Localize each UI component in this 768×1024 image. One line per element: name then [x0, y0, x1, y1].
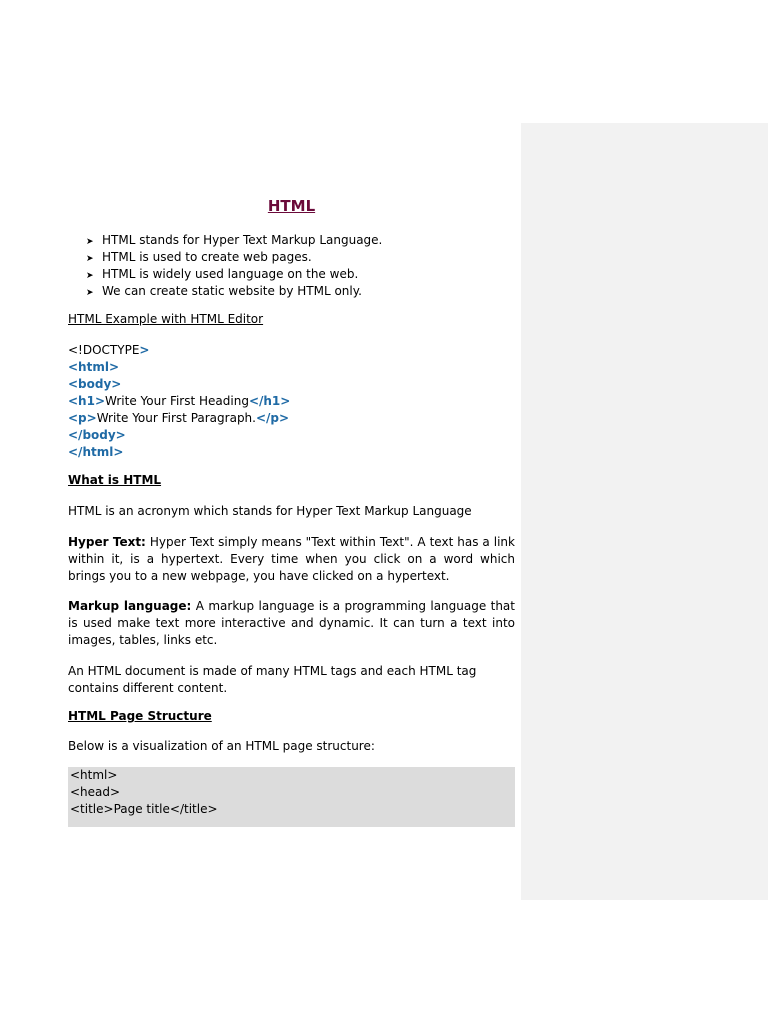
arrow-bullet-icon: ➤: [86, 237, 94, 247]
list-item: ➤ We can create static website by HTML only.: [86, 283, 382, 300]
code-line-html-close: </html>: [68, 445, 124, 459]
arrow-bullet-icon: ➤: [86, 271, 94, 281]
bullet-list: [86, 232, 382, 300]
code-line-html-open: <html>: [68, 360, 120, 374]
structure-intro: Below is a visualization of an HTML page structure:: [68, 739, 375, 753]
what-is-heading: What is HTML: [68, 473, 162, 487]
list-item: ➤ HTML stands for Hyper Text Markup Language.: [86, 232, 382, 249]
list-item: ➤ HTML is widely used language on the web.: [86, 266, 382, 283]
code-line-doctype: <!DOCTYPE>: [68, 343, 150, 357]
example-title: HTML Example with HTML Editor: [68, 312, 264, 326]
comment-pane: [521, 123, 768, 900]
document-paragraph: An HTML document is made of many HTML tags and each HTML tag contains different content.: [68, 664, 477, 695]
structure-code-line: <html>: [70, 768, 118, 782]
what-is-intro: HTML is an acronym which stands for Hyper Text Markup Language: [68, 504, 472, 518]
code-line-body-close: </body>: [68, 428, 126, 442]
list-item: ➤ HTML is used to create web pages.: [86, 249, 382, 266]
hypertext-paragraph: Hyper Text: Hyper Text simply means "Text within Text". A text has a link within it, is a hypertext. Every time when you click on a word which brings you to a new webpage, you have clicked on a hypertext.: [68, 535, 515, 583]
code-line-h1: <h1>Write Your First Heading</h1>: [68, 394, 291, 408]
code-example: [68, 342, 515, 461]
arrow-bullet-icon: ➤: [86, 288, 94, 298]
page-title: HTML: [267, 197, 316, 215]
arrow-bullet-icon: ➤: [86, 254, 94, 264]
markup-paragraph: Markup language: A markup language is a programming language that is used make text more interactive and dynamic. It can turn a text into images, tables, links etc.: [68, 599, 515, 647]
code-line-p: <p>Write Your First Paragraph.</p>: [68, 411, 290, 425]
structure-code-box: [68, 767, 515, 827]
structure-code-line: <title>Page title</title>: [70, 802, 218, 816]
code-line-body-open: <body>: [68, 377, 122, 391]
structure-heading: HTML Page Structure: [68, 709, 212, 723]
structure-code-line: <head>: [70, 785, 121, 799]
